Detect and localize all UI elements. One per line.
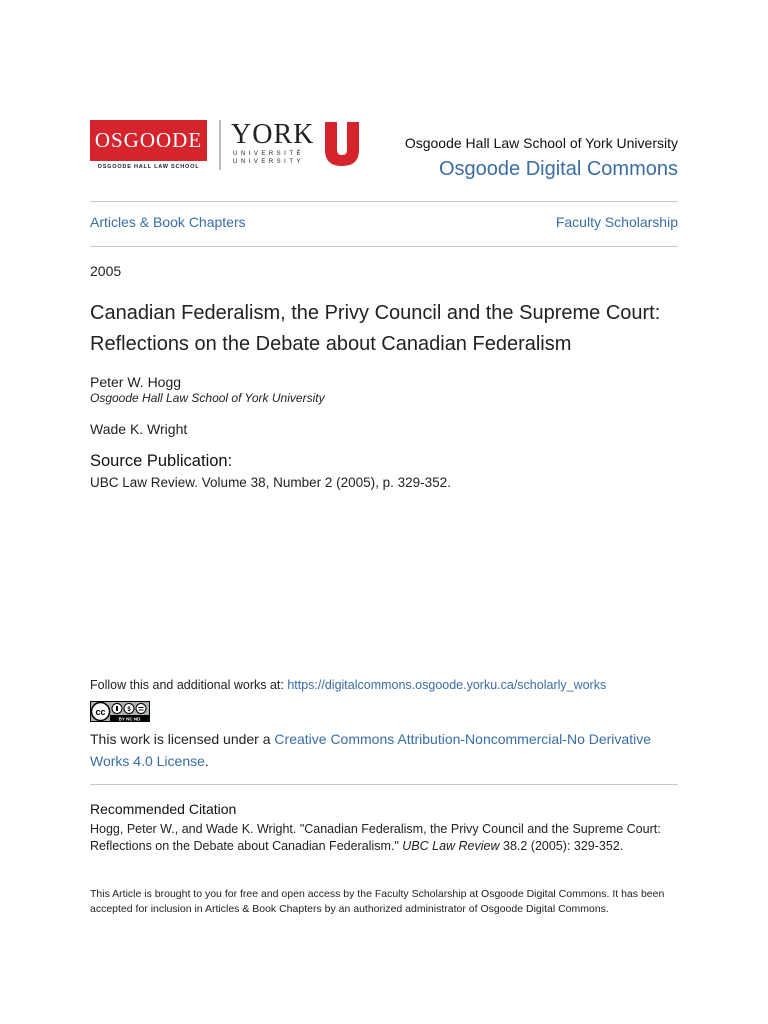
- york-logo-wordmark: YORK: [231, 119, 315, 150]
- osgoode-logo-subtitle: OSGOODE HALL LAW SCHOOL: [97, 164, 200, 170]
- svg-text:$: $: [127, 707, 131, 713]
- publication-year: 2005: [90, 263, 122, 279]
- citation-part2: 38.2 (2005): 329-352.: [499, 839, 624, 853]
- cc-badge-label: BY NC ND: [118, 716, 141, 722]
- osgoode-logo: [90, 120, 207, 172]
- recommended-citation-text: [90, 821, 678, 855]
- author-affiliation: Osgoode Hall Law School of York University: [90, 391, 325, 405]
- nav-faculty-scholarship[interactable]: Faculty Scholarship: [555, 214, 678, 230]
- divider-nav: [90, 246, 678, 247]
- access-statement: This Article is brought to you for free and open access by the Faculty Scholarship at Osgoode Digital Commons. It has been accepted for inclusion in Articles & Book Chapters by an authorized administrator of Osgoode Digital Commons.: [90, 888, 665, 915]
- institution-name: Osgoode Hall Law School of York University: [404, 135, 678, 151]
- author-name: Peter W. Hogg: [90, 374, 182, 390]
- citation-journal: UBC Law Review: [402, 839, 500, 853]
- scholarly-works-link[interactable]: https://digitalcommons.osgoode.yorku.ca/scholarly_works: [287, 678, 607, 692]
- cc-by-nc-nd-badge-icon[interactable]: [90, 701, 150, 722]
- york-u-icon: [319, 122, 359, 166]
- source-publication-heading: Source Publication:: [90, 452, 233, 470]
- logo-divider: [219, 120, 221, 170]
- cc-license-link[interactable]: Creative Commons Attribution-Noncommercial-No Derivative Works 4.0 License: [90, 731, 651, 769]
- osgoode-logo-wordmark: OSGOODE: [90, 120, 207, 161]
- citation-part1: Hogg, Peter W., and Wade K. Wright. "Canadian Federalism, the Privy Council and the Supreme Court: Reflections on the Debate about Canadian Federalism.": [90, 822, 661, 853]
- license-suffix: .: [204, 753, 209, 769]
- divider-citation: [90, 784, 678, 785]
- repository-link[interactable]: Osgoode Digital Commons: [439, 158, 678, 180]
- york-logo-sub-en: UNIVERSITY: [233, 159, 305, 165]
- recommended-citation-heading: Recommended Citation: [90, 801, 237, 817]
- nav-articles-book-chapters[interactable]: Articles & Book Chapters: [90, 214, 246, 230]
- divider-top: [90, 201, 678, 202]
- author-name: Wade K. Wright: [90, 421, 188, 437]
- license-statement: [90, 728, 678, 772]
- article-title: Canadian Federalism, the Privy Council and the Supreme Court: Reflections on the Debate about Canadian Federalism: [90, 302, 661, 355]
- svg-text:cc: cc: [95, 707, 106, 717]
- follow-line: [90, 678, 606, 692]
- source-publication-text: UBC Law Review. Volume 38, Number 2 (2005), p. 329-352.: [90, 475, 451, 490]
- york-logo: [231, 120, 366, 170]
- york-logo-sub-fr: UNIVERSITÉ: [233, 151, 305, 157]
- follow-prefix: Follow this and additional works at:: [90, 678, 288, 692]
- license-prefix: This work is licensed under a: [90, 731, 275, 747]
